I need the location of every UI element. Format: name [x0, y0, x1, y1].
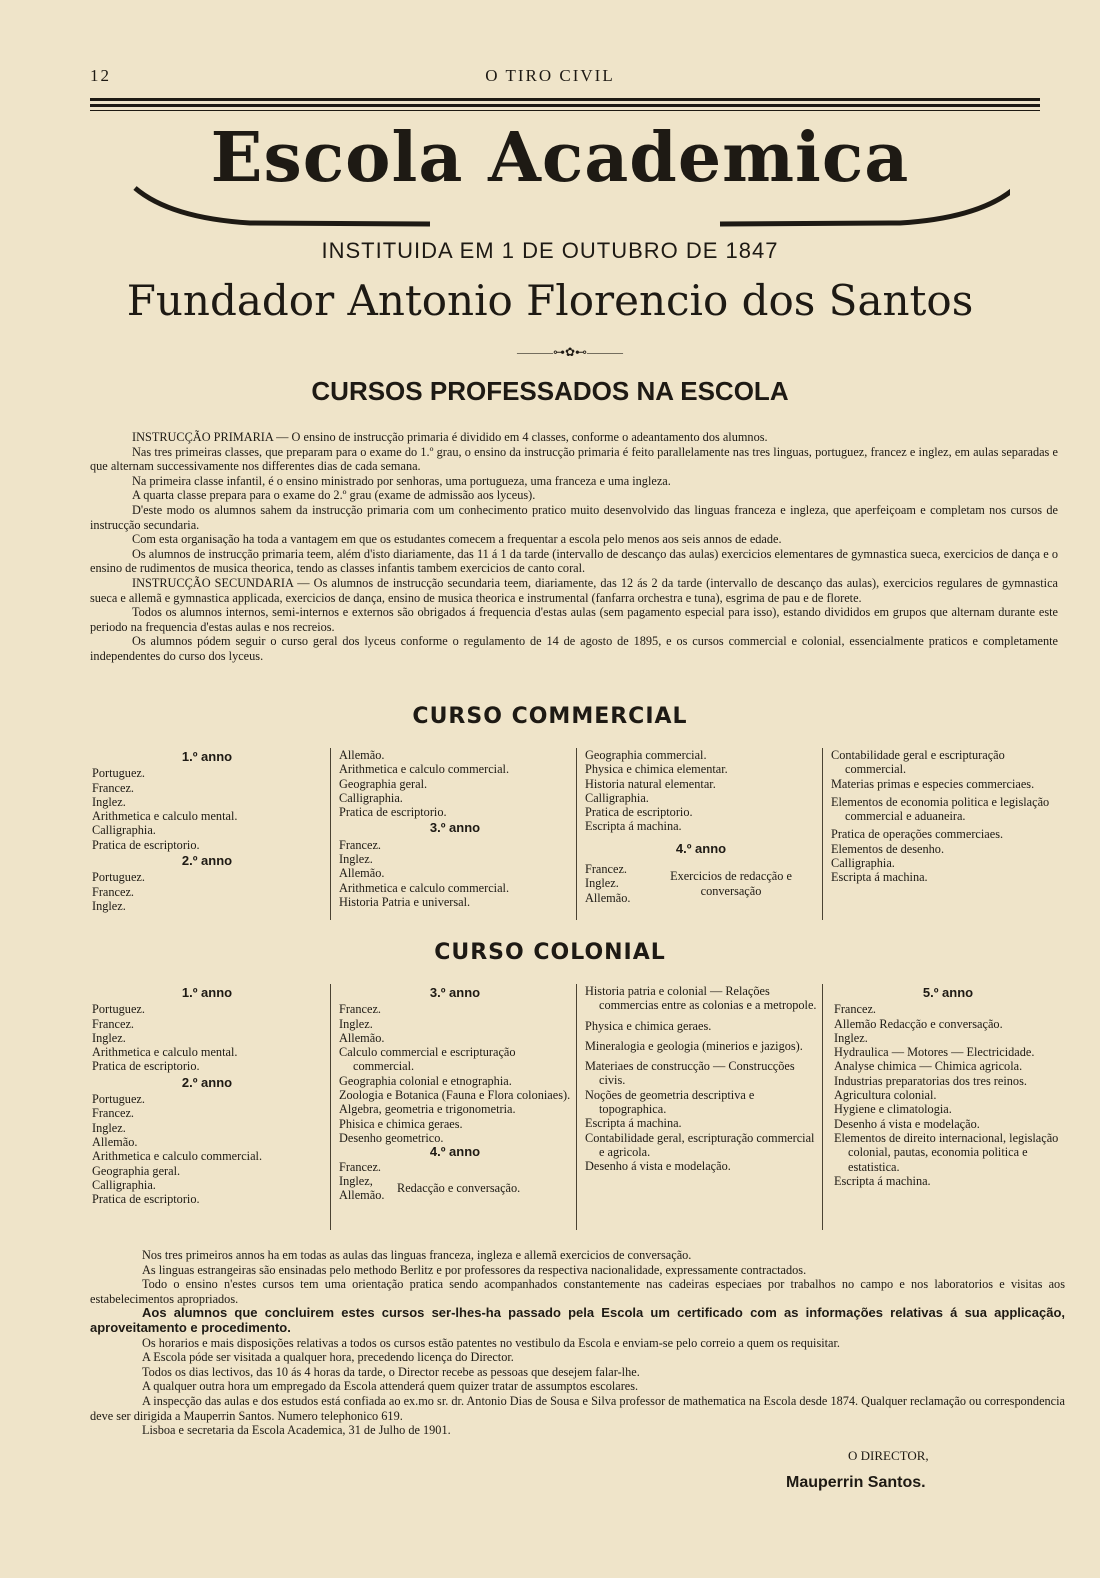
subject: Arithmetica e calculo mental.: [92, 809, 238, 824]
subject: Francez.: [834, 1002, 876, 1017]
year-title: 5.º anno: [922, 985, 974, 1000]
subject: Agricultura colonial.: [834, 1088, 937, 1103]
commercial-col-1: [92, 748, 322, 913]
column-divider: [822, 984, 823, 1230]
subject: Arithmetica e calculo commercial.: [339, 880, 510, 895]
subject: Escripta á machina.: [585, 1116, 682, 1131]
year-title: 1.º anno: [181, 985, 233, 1000]
journal-title: O TIRO CIVIL: [485, 66, 615, 85]
year-title: 3.º anno: [429, 985, 481, 1000]
colonial-col-3: [585, 984, 817, 1174]
year-title: 4.º anno: [429, 1144, 481, 1160]
subject: Hygiene e climatologia.: [834, 1102, 952, 1117]
subject: Geographia colonial e etnographia.: [339, 1073, 512, 1088]
courses-heading: CURSOS PROFESSADOS NA ESCOLA: [311, 376, 789, 406]
certificate-paragraph: Aos alumnos que concluirem estes cursos ser-lhes-ha passado pela Escola um certificado com as informações relativas á sua applicação, aproveitamento e procedimento.: [90, 1305, 1065, 1335]
subject: Elementos de direito internacional, legislação colonial, pautas, economia politica e estatistica.: [834, 1130, 1059, 1174]
column-divider: [330, 748, 331, 920]
subject: Historia natural elementar.: [585, 776, 716, 791]
intro-text: [90, 430, 1058, 664]
paragraph: Todo o ensino n'estes cursos tem uma orientação pratica sendo acompanhados constantemente nas cadeiras especiaes por trabalhos no campo e nos laboratorios e visitas aos estabelecimentos apropriados.: [90, 1277, 1065, 1306]
subject: Materiaes de construcção — Construcções civis.: [585, 1059, 795, 1088]
instituted-line: INSTITUIDA EM 1 DE OUTUBRO DE 1847: [321, 238, 779, 263]
subject: Contabilidade geral, escripturação commercial e agricola.: [585, 1130, 815, 1159]
colonial-col-2: [339, 984, 571, 1202]
column-divider: [576, 748, 577, 920]
subject: Pratica de escriptorio.: [339, 805, 447, 820]
school-title: Escola Academica: [210, 118, 910, 198]
subject: Francez.: [92, 1016, 134, 1031]
director-signature: Mauperrin Santos.: [786, 1474, 926, 1491]
paragraph: Os horarios e mais disposições relativas a todos os cursos estão patentes no vestibulo da Escola e enviam-se pelo correio a quem os requisitar.: [142, 1335, 841, 1350]
subject: Francez.: [585, 862, 627, 877]
subject: Portuguez.: [92, 766, 145, 781]
subject: Arithmetica e calculo commercial.: [92, 1149, 263, 1164]
subject: Calligraphia.: [585, 790, 649, 805]
subject: Calligraphia.: [339, 790, 403, 805]
paragraph: Na primeira classe infantil, é o ensino ministrado por senhoras, uma portugueza, uma franceza e uma ingleza.: [132, 473, 671, 488]
paragraph: A inspecção das aulas e dos estudos está confiada ao ex.mo sr. dr. Antonio Dias de Sousa e Silva professor de mathematica na Escola desde 1874. Qualquer reclamação ou correspondencia deve ser dirigida a Mauperrin Santos. Numero telephonico 619.: [90, 1393, 1066, 1423]
subject: Calligraphia.: [92, 1177, 156, 1192]
subject: Inglez.: [92, 1120, 126, 1135]
subject: Francez.: [339, 1159, 381, 1174]
paragraph: Os alumnos de instrucção primaria teem, além d'isto diariamente, das 11 á 1 da tarde (intervallo de descanço das aulas) exercicios elementares de gymnastica sueca, exercicios de dança e o ensino de rudimentos de musica theorica, tendo as classes infantis tambem exercicios de canto coral.: [90, 546, 1058, 576]
commercial-col-4: [831, 748, 1061, 885]
column-divider: [576, 984, 577, 1230]
subject: Physica e chimica geraes.: [585, 1018, 712, 1033]
subject: Escripta á machina.: [834, 1173, 931, 1188]
header-rules: [90, 98, 1040, 114]
subject: Inglez.: [339, 1016, 373, 1031]
subject: Francez.: [92, 1106, 134, 1121]
year-title: 2.º anno: [181, 1074, 233, 1090]
subject: Francez.: [92, 780, 134, 795]
subject: Inglez,: [339, 1173, 373, 1188]
subject: Inglez.: [92, 794, 126, 809]
paragraph: Nos tres primeiros annos ha em todas as aulas das linguas franceza, ingleza e allemã exercicios de conversação.: [142, 1248, 692, 1262]
paragraph: A qualquer outra hora um empregado da Escola attenderá quem quizer tratar de assumptos escolares.: [142, 1379, 639, 1394]
paragraph: D'este modo os alumnos sahem da instrucção primaria com um conhecimento pratico muito desenvolvido das linguas franceza e ingleza, que aperfeiçoam e completam nos cursos de instrucção secundaria.: [90, 502, 1058, 532]
subject: Inglez.: [92, 898, 126, 913]
subject: Geographia geral.: [92, 1163, 181, 1178]
subject: Calligraphia.: [92, 823, 156, 838]
subject: Allemão.: [339, 748, 385, 762]
subject: Zoologia e Botanica (Fauna e Flora coloniaes).: [339, 1088, 571, 1103]
subject: Pratica de escriptorio.: [92, 837, 200, 852]
subject: Industrias preparatorias dos tres reinos.: [834, 1073, 1027, 1088]
subject: Desenho á vista e modelação.: [834, 1116, 980, 1131]
divider-ornament: ―――⊶✿⊷―――: [516, 345, 624, 359]
subject: Phisica e chimica geraes.: [339, 1116, 463, 1131]
subject: Allemão.: [92, 1134, 138, 1149]
subject: Arithmetica e calculo commercial.: [339, 762, 510, 777]
subject: Geographia commercial.: [585, 748, 707, 762]
subject: Algebra, geometria e trigonometria.: [339, 1102, 516, 1117]
paragraph: INSTRUCÇÃO PRIMARIA — O ensino de instrucção primaria é dividido em 4 classes, conforme o adeantamento dos alumnos.: [132, 430, 768, 444]
language-exercise-group: [585, 862, 817, 905]
exercise-note: Exercicios de redacção e conversação: [670, 869, 792, 898]
paragraph: INSTRUCÇÃO SECUNDARIA — Os alumnos de instrucção secundaria teem, diariamente, das 12 ás 2 da tarde (intervallo de descanço das aulas), exercicios regulares de gymnastica sueca e allemã e gymnastica applicada, exercicios de dança, ensino de musica theorica e instrumental (fanfarra orchestra e tuna), esgrima de pau e de florete.: [90, 575, 1058, 605]
subject: Materias primas e especies commerciaes.: [831, 776, 1035, 791]
subject: Inglez.: [585, 876, 619, 891]
year-title: 2.º anno: [181, 853, 233, 869]
subject: Allemão.: [339, 866, 385, 881]
colonial-col-1: [92, 984, 322, 1206]
commercial-course-title: CURSO COMMERCIAL: [412, 704, 688, 729]
subject: Pratica de operações commerciaes.: [831, 827, 1004, 842]
paragraph: Nas tres primeiras classes, que preparam para o exame do 1.º grau, o ensino da instrucção primaria é feito parallelamente nas tres linguas, portuguez, francez e inglez, em aulas separadas e que alternam successivamente nos differentes dias de cada semana.: [90, 444, 1058, 474]
paragraph: Os alumnos pódem seguir o curso geral dos lyceus conforme o regulamento de 14 de agosto de 1895, e os cursos commercial e colonial, essencialmente praticos e completamente independentes do curso dos lyceus.: [90, 634, 1058, 663]
subject: Calligraphia.: [831, 856, 895, 871]
subject: Calculo commercial e escripturação commercial.: [339, 1045, 516, 1074]
paragraph: Com esta organisação ha toda a vantagem em que os estudantes comecem a frequentar a escola pelo menos aos seis annos de edade.: [132, 532, 782, 547]
subject: Pratica de escriptorio.: [92, 1059, 200, 1074]
subject: Pratica de escriptorio.: [92, 1192, 200, 1207]
subject: Allemão.: [339, 1030, 385, 1045]
founder-line: Fundador Antonio Florencio dos Santos: [126, 276, 974, 325]
commercial-col-2: [339, 748, 571, 909]
commercial-col-3: [585, 748, 817, 905]
subject: Portuguez.: [92, 1002, 145, 1017]
subject: Allemão Redacção e conversação.: [834, 1016, 1003, 1031]
paragraph: Todos os dias lectivos, das 10 ás 4 horas da tarde, o Director recebe as pessoas que desejem falar-lhe.: [142, 1364, 640, 1379]
subject: Inglez.: [834, 1030, 868, 1045]
year-title: 4.º anno: [675, 840, 727, 856]
subject: Hydraulica — Motores — Electricidade.: [834, 1045, 1035, 1060]
subject: Geographia geral.: [339, 776, 428, 791]
subject: Analyse chimica — Chimica agricola.: [834, 1059, 1023, 1074]
exercise-note: Redacção e conversação.: [397, 1181, 521, 1195]
subject: Francez.: [92, 884, 134, 899]
colonial-col-4: [834, 984, 1062, 1188]
year-title: 3.º anno: [429, 820, 481, 836]
subject: Pratica de escriptorio.: [585, 805, 693, 820]
subject: Historia Patria e universal.: [339, 894, 471, 909]
subject: Contabilidade geral e escripturação commercial.: [831, 748, 1005, 777]
subject: Francez.: [339, 1002, 381, 1017]
page-number: 12: [90, 66, 111, 85]
language-exercise-group: [339, 1174, 571, 1203]
paragraph: Todos os alumnos internos, semi-internos e externos são obrigados á frequencia d'estas aulas (sem pagamento especial para isso), estando divididos em grupos que alternam durante este periodo na frequencia d'estas aulas e nos recreios.: [90, 605, 1058, 634]
subject: Escripta á machina.: [831, 870, 928, 885]
paragraph: Lisboa e secretaria da Escola Academica, 31 de Julho de 1901.: [142, 1423, 451, 1438]
subject: Allemão.: [585, 890, 631, 905]
subject: Arithmetica e calculo mental.: [92, 1045, 238, 1060]
closing-text: [90, 1248, 1065, 1438]
column-divider: [330, 984, 331, 1230]
subject: Francez.: [339, 837, 381, 852]
subject: Desenho geometrico.: [339, 1130, 444, 1145]
subject: Portuguez.: [92, 1092, 145, 1107]
paragraph: A quarta classe prepara para o exame do 2.º grau (exame de admissão aos lyceus).: [132, 488, 536, 503]
director-label: O DIRECTOR,: [848, 1448, 929, 1463]
paragraph: As linguas estrangeiras são ensinadas pelo methodo Berlitz e por professores da respectiva nacionalidade, expressamente contractados.: [142, 1262, 807, 1277]
subject: Desenho á vista e modelação.: [585, 1159, 731, 1174]
column-divider: [822, 748, 823, 920]
subject: Portuguez.: [92, 870, 145, 885]
colonial-course-title: CURSO COLONIAL: [434, 940, 666, 965]
subject: Escripta á machina.: [585, 819, 682, 834]
subject: Physica e chimica elementar.: [585, 762, 728, 777]
paragraph: A Escola póde ser visitada a qualquer hora, precedendo licença do Director.: [142, 1350, 514, 1365]
subject: Mineralogia e geologia (minerios e jazigos).: [585, 1038, 803, 1053]
subject: Inglez.: [92, 1030, 126, 1045]
subject: Allemão.: [339, 1188, 385, 1203]
subject: Inglez.: [339, 852, 373, 867]
subject: Noções de geometria descriptiva e topographica.: [585, 1087, 755, 1117]
subject: Historia patria e colonial — Relações commercias entre as colonias e a metropole.: [585, 984, 817, 1013]
year-title: 1.º anno: [181, 749, 233, 764]
subject: Elementos de desenho.: [831, 841, 945, 856]
subject: Elementos de economia politica e legislação commercial e aduaneira.: [831, 794, 1050, 824]
title-swash-ornament: [130, 178, 1010, 238]
